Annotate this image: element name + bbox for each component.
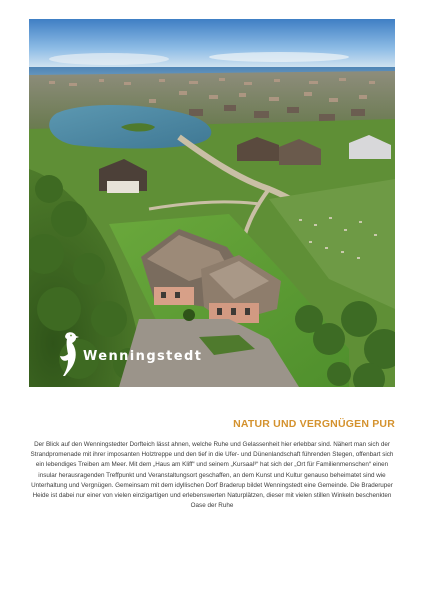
seagull-logo-icon [58, 330, 80, 378]
wenningstedt-logo [58, 330, 202, 378]
article-body: Der Blick auf den Wenningstedter Dorfteich lässt ahnen, welche Ruhe und Gelassenheit hier erlebbar sind. Nähert man sich der Strandpromenade mit ihrer imposanten Holztreppe und den tief in die Ufer- und Dünenlandschaft führenden Stegen, offenbart sich ein lebendiges Treiben am Meer. Mit dem „Haus am Kliff“ und seinem „Kursaal³“ hat sich der „Ort für Familienmenschen“ einen insular herausragenden Treffpunkt und Veranstaltungsort geschaffen, an dem Kunst und Kultur genauso beheimatet sind wie Unterhaltung und Vergnügen. Gemeinsam mit dem idyllischen Dorf Braderup bildet Wenningstedt eine Gemeinde. Die Braderuper Heide ist dabei nur einer von vielen einzigartigen und erlebenswerten Naturplätzen, dieser mit vielen stillen Winkeln beschenkten Oase der Ruhe [30, 441, 394, 510]
article-heading: NATUR UND VERGNÜGEN PUR [233, 418, 395, 430]
logo-text: Wenningstedt [83, 348, 203, 364]
